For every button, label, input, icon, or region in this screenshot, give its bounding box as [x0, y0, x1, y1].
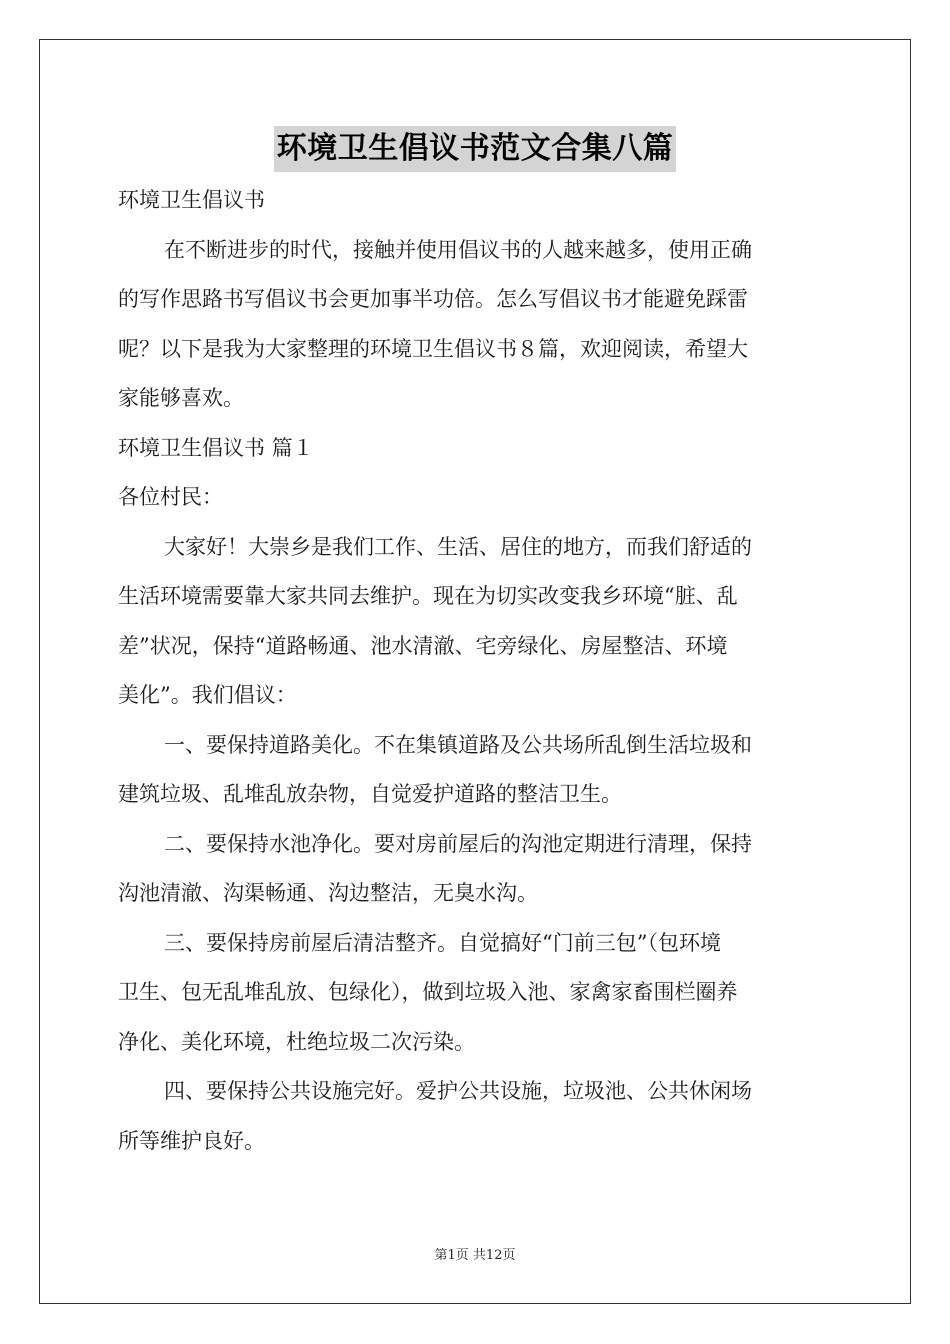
- paragraph-line: 所等维护良好。: [118, 1128, 265, 1153]
- paragraph-line: 差”状况，保持“道路畅通、池水清澈、宅旁绿化、房屋整洁、环境: [118, 633, 728, 658]
- page-number: 第1页 共12页: [434, 1248, 516, 1263]
- paragraph-line: 二、要保持水池净化。要对房前屋后的沟池定期进行清理，保持: [164, 831, 752, 856]
- paragraph-line: 净化、美化环境，杜绝垃圾二次污染。: [118, 1029, 475, 1054]
- paragraph-line: 四、要保持公共设施完好。爱护公共设施，垃圾池、公共休闲场: [164, 1079, 752, 1103]
- paragraph-line: 美化”。我们倡议：: [118, 683, 297, 707]
- paragraph-line: 沟池清澈、沟渠畅通、沟边整洁，无臭水沟。: [118, 881, 538, 905]
- paragraph-line: 建筑垃圾、乱堆乱放杂物，自觉爱护道路的整洁卫生。: [118, 782, 622, 806]
- document-title: 环境卫生倡议书范文合集八篇: [274, 126, 677, 172]
- title-container: [0, 126, 950, 172]
- paragraph-line: 呢？以下是我为大家整理的环境卫生倡议书８篇，欢迎阅读，希望大: [118, 336, 748, 361]
- salutation: 各位村民：: [118, 485, 223, 509]
- paragraph-line: 家能够喜欢。: [118, 386, 244, 410]
- paragraph-line: 大家好！大崇乡是我们工作、生活、居住的地方，而我们舒适的: [164, 534, 752, 559]
- section-heading: 环境卫生倡议书 篇１: [118, 435, 314, 460]
- paragraph-line: 的写作思路书写倡议书会更加事半功倍。怎么写倡议书才能避免踩雷: [118, 287, 748, 311]
- paragraph-line: 在不断进步的时代，接触并使用倡议书的人越来越多，使用正确: [164, 237, 752, 262]
- paragraph-line: 三、要保持房前屋后清洁整齐。自觉搞好“门前三包”（包环境: [164, 930, 721, 955]
- document-body: [118, 176, 834, 1166]
- page-footer: [0, 1247, 950, 1265]
- paragraph-line: 生活环境需要靠大家共同去维护。现在为切实改变我乡环境“脏、乱: [118, 584, 738, 608]
- paragraph-line: 一、要保持道路美化。不在集镇道路及公共场所乱倒生活垃圾和: [164, 732, 752, 757]
- paragraph-line: 卫生、包无乱堆乱放、包绿化），做到垃圾入池、家禽家畜围栏圈养: [118, 980, 738, 1004]
- section-heading: 环境卫生倡议书: [118, 188, 265, 212]
